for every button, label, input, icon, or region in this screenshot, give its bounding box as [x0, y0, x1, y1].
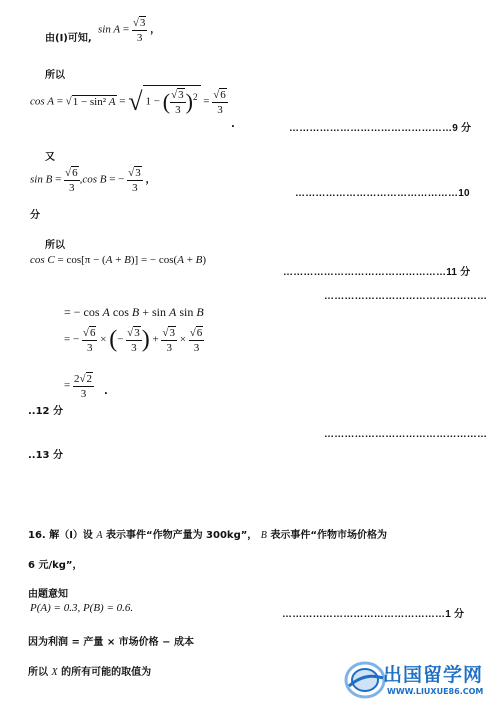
- line7-dots: …………………………………………11 分: [283, 267, 471, 278]
- line1-suffix: ，: [150, 24, 161, 36]
- q16-line1: [28, 526, 387, 541]
- line5-expr: sin B = $\frac{√6}{3}$ ,cos B = − $\frac{√3}{3}$ ，: [30, 167, 156, 194]
- line8-dots: …………………………………………: [324, 291, 488, 302]
- line1: [45, 26, 92, 45]
- line11-period: .: [104, 386, 108, 397]
- line5-suffix: ，: [145, 174, 156, 186]
- line2-text: 所以: [45, 70, 65, 81]
- site-logo: [343, 658, 499, 702]
- q16-var-a: A: [96, 530, 103, 541]
- q16-line6-a: 所以: [28, 667, 48, 678]
- q16-intro: 16. 解（Ⅰ）设: [28, 530, 93, 541]
- line4-text: 又: [45, 152, 55, 163]
- line14-text: ..13 分: [28, 450, 63, 461]
- q16-var-x: X: [51, 667, 58, 678]
- q16-var-b: B: [260, 530, 267, 541]
- line13-dots: …………………………………………: [324, 429, 488, 440]
- q16-line5: 因为利润 = 产量 × 市场价格 − 成本: [28, 637, 195, 648]
- logo-url: WWW.LIUXUE86.COM: [387, 687, 484, 696]
- line9-expr: = − cos A cos B + sin A sin B: [64, 305, 204, 319]
- line5-wrap: 分: [30, 210, 40, 221]
- q16-line6-b: 的所有可能的取值为: [61, 667, 152, 678]
- line11-expr: = $\frac{2√2}{3}$: [64, 373, 93, 400]
- q16-event-b: 表示事件“作物市场价格为: [270, 530, 387, 541]
- line3-expr: cos A = √1 − sin² A = √ 1 − ( $\frac{√3}{3}$ )$^2$ = $\frac{√6}{3}$: [30, 87, 226, 116]
- logo-cn: 出国留学网: [383, 664, 484, 686]
- q16-event-a: 表示事件“作物产量为 300kg”，: [106, 530, 258, 541]
- q16-line3: 由题意知: [28, 589, 68, 600]
- line3-period: .: [231, 119, 235, 130]
- q16-line2: 6 元/kg”，: [28, 560, 83, 571]
- q16-prob: P(A) = 0.3, P(B) = 0.6.: [30, 602, 134, 614]
- line10-expr: = − $\frac{√6}{3}$ × (− $\frac{√3}{3}$ ) + $\frac{√3}{3}$ × $\frac{√6}{3}$: [64, 326, 203, 354]
- q16-line6: [28, 663, 151, 678]
- line3-dots: …………………………………………9 分: [289, 123, 472, 134]
- line12-text: ..12 分: [28, 406, 63, 417]
- line1-expr: sin A = $\frac{√3}{3}$ ，: [98, 17, 161, 44]
- line7-expr: cos C = cos[π − (A + B)] = − cos(A + B): [30, 254, 207, 266]
- line6-text: 所以: [45, 240, 65, 251]
- line1-prefix: 由(I)可知,: [45, 33, 92, 44]
- line5-dots: …………………………………………10: [295, 188, 470, 199]
- q16-prob-dots: …………………………………………1 分: [282, 609, 465, 620]
